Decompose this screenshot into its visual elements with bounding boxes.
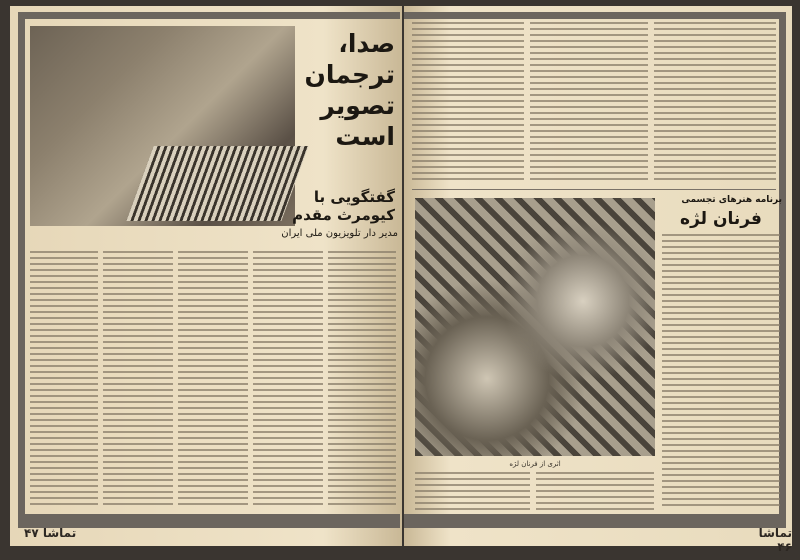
byline: مدیر دار تلویزیون ملی ایران (281, 228, 398, 239)
article-title: فرنان لژه (680, 209, 762, 229)
text-column (654, 22, 776, 182)
text-column (536, 472, 654, 510)
text-column (412, 22, 524, 182)
interview-photo (30, 26, 295, 226)
text-column (530, 22, 648, 182)
left-page (10, 6, 402, 546)
text-column (103, 251, 173, 506)
text-column (178, 251, 248, 506)
series-label: برنامه هنرهای تجسمی (681, 195, 782, 205)
text-column (253, 251, 323, 506)
headline: صدا، ترجمان تصویر است (304, 29, 395, 151)
page-number: تماشا ۴۶ (758, 526, 792, 554)
leger-painting (415, 198, 655, 456)
text-column (30, 251, 98, 506)
painting-caption: اثری از فرنان لژه (509, 460, 561, 468)
subhead-1: گفتگویی با (313, 188, 395, 206)
page-number: تماشا ۴۷ (24, 526, 77, 540)
subhead-2: کیومرث مقدم (292, 206, 395, 224)
text-column (415, 472, 530, 510)
text-column (328, 251, 396, 506)
divider (412, 189, 776, 190)
right-page (404, 6, 792, 554)
text-column (662, 234, 780, 510)
